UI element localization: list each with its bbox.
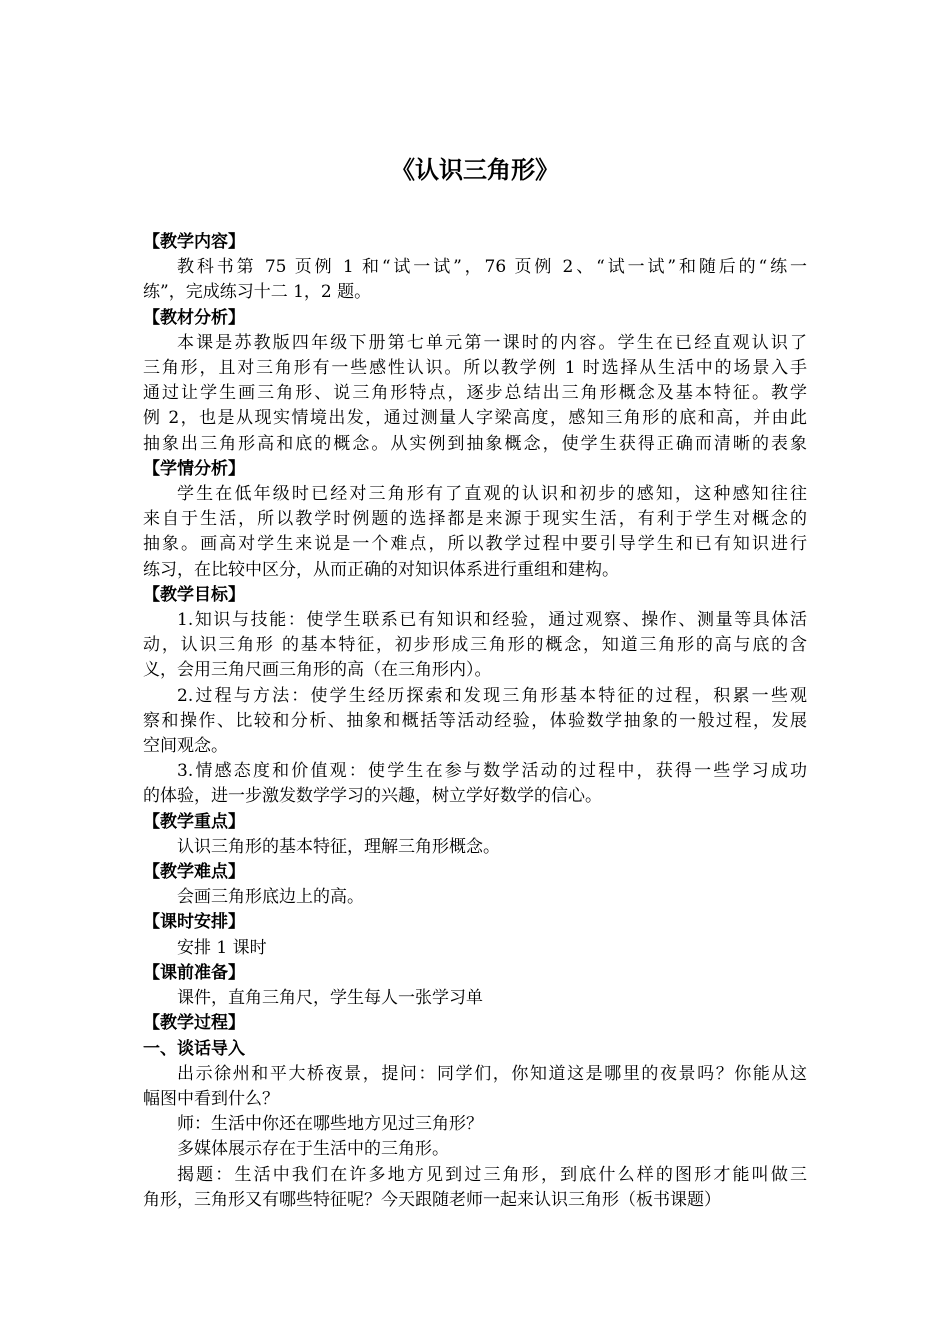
- text-line: 师：生活中你还在哪些地方见过三角形？: [177, 1114, 483, 1135]
- text-line: 的体验，进一步激发数学学习的兴趣，树立学好数学的信心。: [143, 786, 602, 807]
- process-paragraph-1: [143, 1062, 807, 1112]
- text-line: 认识三角形的基本特征，理解三角形概念。: [177, 836, 500, 857]
- text-line: 动，认识三角形 的基本特征，初步形成三角形的概念，知道三角形的高与底的含: [143, 635, 807, 656]
- process-paragraph-4: [143, 1163, 807, 1213]
- text-line: 出示徐州和平大桥夜景，提问：同学们，你知道这是哪里的夜景吗？你能从这: [177, 1063, 807, 1084]
- preparation-paragraph: [143, 986, 807, 1011]
- text-line: 义，会用三角尺画三角形的高（在三角形内）。: [143, 660, 492, 681]
- text-line: 多媒体展示存在于生活中的三角形。: [177, 1139, 449, 1160]
- text-line: 例 2，也是从现实情境出发，通过测量人字梁高度，感知三角形的底和高，并由此: [143, 408, 807, 429]
- text-line: 本课是苏教版四年级下册第七单元第一课时的内容。学生在已经直观认识了: [177, 332, 807, 353]
- text-line: 学生在低年级时已经对三角形有了直观的认识和初步的感知，这种感知往往: [177, 484, 807, 505]
- text-line: 三角形，且对三角形有一些感性认识。所以教学例 1 时选择从生活中的场景入手: [143, 358, 807, 379]
- text-line: 察和操作、比较和分析、抽象和概括等活动经验，体验数学抽象的一般过程，发展: [143, 710, 807, 731]
- key-points-paragraph: [143, 835, 807, 860]
- text-line: 练习，在比较中区分，从而正确的对知识体系进行重组和建构。: [143, 559, 619, 580]
- goal-item-3: [143, 759, 807, 809]
- section-heading-preparation: 【课前准备】: [143, 962, 245, 983]
- process-paragraph-2: [143, 1112, 807, 1137]
- analysis-paragraph: [143, 331, 807, 457]
- schedule-paragraph: [143, 936, 807, 961]
- content-paragraph: [143, 255, 807, 305]
- goal-item-1: [143, 608, 807, 684]
- text-line: 角形，三角形又有哪些特征呢？今天跟随老师一起来认识三角形（板书课题）: [143, 1189, 721, 1210]
- text-line: 空间观念。: [143, 736, 228, 757]
- text-line: 揭题：生活中我们在许多地方见到过三角形，到底什么样的图形才能叫做三: [177, 1164, 807, 1185]
- text-line: 通过让学生画三角形、说三角形特点，逐步总结出三角形概念及基本特征。教学: [143, 383, 807, 404]
- document-title: 《认识三角形》: [391, 156, 559, 184]
- text-line: 安排 1 课时: [177, 937, 267, 958]
- section-heading-key-points: 【教学重点】: [143, 811, 245, 832]
- text-line: 练”，完成练习十二 1，2 题。: [143, 282, 372, 303]
- text-line: 2.过程与方法：使学生经历探索和发现三角形基本特征的过程，积累一些观: [177, 685, 807, 706]
- section-heading-schedule: 【课时安排】: [143, 912, 245, 933]
- document-body: [143, 230, 807, 1213]
- difficulties-paragraph: [143, 885, 807, 910]
- text-line: 教科书第 75 页例 1 和“试一试”，76 页例 2、“试一试”和随后的“练一: [177, 257, 807, 278]
- text-line: 抽象出三角形高和底的概念。从实例到抽象概念，使学生获得正确而清晰的表象: [143, 433, 807, 454]
- text-line: 3.情感态度和价值观：使学生在参与数学活动的过程中，获得一些学习成功: [177, 761, 807, 782]
- section-heading-content: 【教学内容】: [143, 232, 245, 252]
- section-heading-goals: 【教学目标】: [143, 584, 245, 605]
- text-line: 1.知识与技能：使学生联系已有知识和经验，通过观察、操作、测量等具体活: [177, 610, 807, 631]
- text-line: 课件，直角三角尺，学生每人一张学习单: [177, 988, 483, 1009]
- process-step-heading: 一、谈话导入: [143, 1038, 245, 1059]
- students-paragraph: [143, 482, 807, 583]
- section-heading-students: 【学情分析】: [143, 458, 245, 479]
- goal-item-2: [143, 684, 807, 760]
- text-line: 来自于生活，所以教学时例题的选择都是来源于现实生活，有利于学生对概念的: [143, 509, 807, 530]
- text-line: 会画三角形底边上的高。: [177, 887, 364, 908]
- section-heading-process: 【教学过程】: [143, 1013, 245, 1034]
- text-line: 抽象。画高对学生来说是一个难点，所以教学过程中要引导学生和已有知识进行: [143, 534, 807, 555]
- process-paragraph-3: [143, 1137, 807, 1162]
- text-line: 幅图中看到什么？: [143, 1088, 279, 1109]
- section-heading-analysis: 【教材分析】: [143, 307, 245, 328]
- section-heading-difficulties: 【教学难点】: [143, 862, 245, 883]
